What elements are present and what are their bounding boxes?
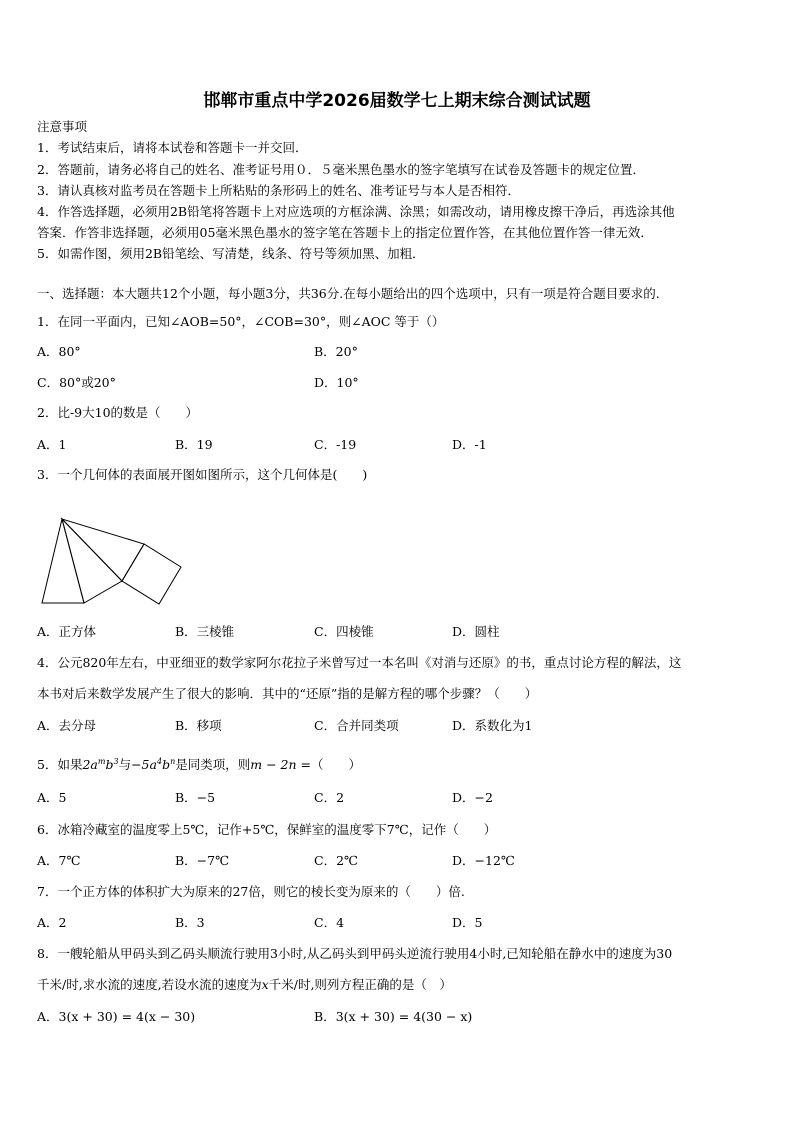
term-2-exp-a: 4	[156, 757, 163, 766]
question-8-option-a	[37, 1009, 195, 1025]
question-4-stem-line-1: 4．公元820年左右，中亚细亚的数学家阿尔花拉子米曾写过一本名叫《对消与还原》的书，重点讨论方程的解法，这	[37, 655, 682, 670]
question-5-term-2	[131, 757, 175, 772]
option-b-label: B．	[314, 1009, 336, 1024]
question-5-stem-mid: 与	[118, 757, 132, 773]
question-3-option-b: B．三棱锥	[175, 624, 235, 639]
question-1-option-d: D．10°	[314, 375, 359, 390]
question-6-option-d: D．−12℃	[452, 853, 515, 868]
term-1-var-b: b	[105, 757, 114, 773]
question-7-option-d: D．5	[452, 915, 483, 930]
question-1-option-b: B．20°	[314, 344, 358, 359]
question-7-option-b: B．3	[175, 915, 205, 930]
question-1-option-c: C．80°或20°	[37, 375, 116, 390]
question-2-option-d: D．-1	[452, 437, 487, 452]
question-2-option-c: C．-19	[314, 437, 357, 452]
option-a-equation: 3(x + 30) = 4(x − 30)	[58, 1009, 196, 1024]
question-8-stem-post: 千米/时,则列方程正确的是（ ）	[268, 977, 452, 992]
option-a-label: A．	[37, 1009, 59, 1024]
question-1-stem: 1．在同一平面内，已知∠AOB=50°，∠COB=30°，则∠AOC 等于（）	[37, 314, 445, 329]
question-8-stem-line-1: 8．一艘轮船从甲码头到乙码头顺流行驶用3小时,从乙码头到甲码头逆流行驶用4小时,已知轮船在静水中的速度为30	[37, 946, 673, 961]
question-4-stem-line-2: 本书对后来数学发展产生了很大的影响．其中的“还原”指的是解方程的哪个步骤？（ ）	[37, 686, 538, 701]
question-4-option-c: C．合并同类项	[314, 718, 399, 733]
notice-item-2: 2．答题前，请务必将自己的姓名、准考证号用０．５毫米黑色墨水的签字笔填写在试卷及答题卡的规定位置．	[37, 162, 645, 177]
term-2-base: −5a	[131, 757, 157, 773]
question-3-option-a: A．正方体	[37, 624, 97, 639]
notice-item-4: 4．作答选择题，必须用2B铅笔将答题卡上对应选项的方框涂满、涂黑；如需改动，请用橡皮擦干净后，再选涂其他	[37, 204, 675, 219]
question-5-option-b: B．−5	[175, 790, 216, 805]
question-8-stem-pre: 千米/时,求水流的速度,若设水流的速度为	[37, 977, 262, 992]
notice-item-3: 3．请认真核对监考员在答题卡上所粘贴的条形码上的姓名、准考证号与本人是否相符．	[37, 183, 520, 198]
term-2-exp-b: n	[170, 757, 176, 766]
question-6-option-c: C．2℃	[314, 853, 359, 868]
term-1-exp-a: m	[97, 757, 106, 766]
question-4-option-d: D．系数化为1	[452, 718, 533, 733]
question-8-option-b	[314, 1009, 472, 1025]
net-face-right	[62, 519, 144, 581]
question-3-stem: 3．一个几何体的表面展开图如图所示，这个几何体是( )	[37, 467, 368, 482]
question-5-expression: m − 2n =	[250, 757, 311, 773]
net-face-left	[42, 519, 84, 603]
question-5-option-c: C．2	[314, 790, 345, 805]
question-2-option-a: A．1	[37, 437, 67, 452]
notice-item-4-cont: 答案．作答非选择题，必须用05毫米黑色墨水的签字笔在答题卡上的指定位置作答，在其他位置作答一律无效．	[37, 225, 653, 240]
question-5-stem-end: （ ）	[310, 757, 361, 773]
page-title: 邯郸市重点中学2026届数学七上期末综合测试试题	[203, 91, 591, 111]
question-6-option-b: B．−7℃	[175, 853, 230, 868]
notice-item-5: 5．如需作图，须用2B铅笔绘、写清楚，线条、符号等须加黑、加粗．	[37, 246, 425, 261]
net-square-base	[122, 544, 181, 604]
question-7-option-c: C．4	[314, 915, 345, 930]
question-7-option-a: A．2	[37, 915, 67, 930]
question-5-option-a: A．5	[37, 790, 67, 805]
term-2-var-b: b	[162, 757, 171, 773]
question-6-stem: 6．冰箱冷藏室的温度零上5℃，记作+5℃，保鲜室的温度零下7℃，记作（ ）	[37, 822, 497, 837]
question-6-option-a: A．7℃	[37, 853, 81, 868]
term-1-base: 2a	[82, 757, 98, 773]
net-face-middle	[62, 519, 122, 603]
option-b-equation: 3(x + 30) = 4(30 − x)	[335, 1009, 473, 1024]
question-8-variable: x	[261, 977, 269, 992]
question-5-stem-prefix: 5．如果	[37, 757, 83, 773]
question-5-term-1	[82, 757, 118, 772]
pyramid-net-figure	[38, 512, 188, 608]
question-7-stem: 7．一个正方体的体积扩大为原来的27倍，则它的棱长变为原来的（ ）倍.	[37, 884, 465, 899]
question-2-option-b: B．19	[175, 437, 213, 452]
notice-item-1: 1．考试结束后，请将本试卷和答题卡一并交回．	[37, 140, 308, 155]
question-3-option-c: C．四棱锥	[314, 624, 374, 639]
question-4-option-b: B．移项	[175, 718, 222, 733]
section-heading: 一、选择题：本大题共12个小题，每小题3分，共36分.在每小题给出的四个选项中，只有一项是符合题目要求的.	[37, 286, 660, 301]
notice-heading: 注意事项	[37, 119, 88, 134]
question-4-option-a: A．去分母	[37, 718, 97, 733]
question-5-stem-post: 是同类项，则	[175, 757, 251, 773]
question-3-option-d: D．圆柱	[452, 624, 500, 639]
question-5-option-d: D．−2	[452, 790, 493, 805]
question-8-stem-line-2	[37, 977, 452, 993]
question-1-option-a: A．80°	[37, 344, 81, 359]
term-1-exp-b: 3	[113, 757, 119, 766]
question-2-stem: 2．比-9大10的数是（ ）	[37, 405, 199, 420]
question-5-stem	[37, 754, 361, 773]
